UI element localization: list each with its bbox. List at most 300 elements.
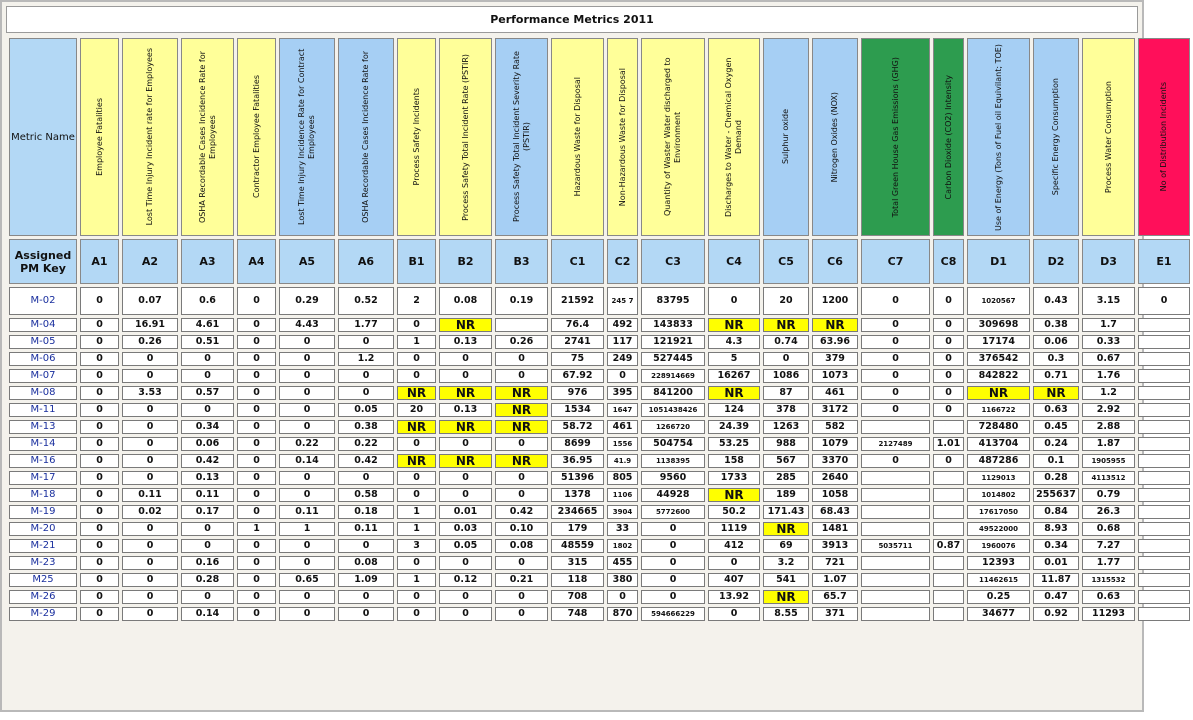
metric-value-cell: 0 [397, 607, 436, 621]
table-row [9, 573, 1190, 587]
metric-value-cell: 0 [495, 352, 548, 366]
metric-value-cell [1138, 369, 1190, 383]
pm-key-cell[interactable]: M-17 [9, 471, 77, 485]
pm-key-cell[interactable]: M-02 [9, 287, 77, 315]
column-header-a6 [338, 38, 394, 236]
metric-value-cell: 285 [763, 471, 809, 485]
table-row [9, 607, 1190, 621]
metric-value-cell: NR [495, 386, 548, 400]
pm-key-cell[interactable]: M-19 [9, 505, 77, 519]
metric-value-cell: 0.11 [338, 522, 394, 536]
metric-value-cell: 3.53 [122, 386, 178, 400]
metric-value-cell: 1138395 [641, 454, 705, 468]
metric-value-cell: 0 [237, 505, 276, 519]
column-key-d2: D2 [1033, 239, 1079, 284]
metric-value-cell: 0 [397, 437, 436, 451]
metric-value-cell: 0 [397, 556, 436, 570]
metric-value-cell: 0 [122, 420, 178, 434]
metric-value-cell: 0 [861, 403, 930, 417]
metric-value-cell: 0 [237, 403, 276, 417]
column-header-label: Lost Time Injury Incidence Rate for Contract Employees [297, 48, 316, 226]
metric-value-cell: 0 [181, 352, 234, 366]
metric-value-cell: 0 [607, 369, 638, 383]
metric-value-cell: 567 [763, 454, 809, 468]
metric-value-cell: 0 [279, 539, 335, 553]
metric-value-cell: 0.28 [181, 573, 234, 587]
metric-value-cell: 189 [763, 488, 809, 502]
metric-value-cell: 0 [861, 352, 930, 366]
assigned-pm-key-header [9, 239, 77, 284]
metric-value-cell: 0.11 [181, 488, 234, 502]
metric-value-cell: 805 [607, 471, 638, 485]
column-key-d3: D3 [1082, 239, 1135, 284]
metric-value-cell: 249 [607, 352, 638, 366]
metric-value-cell: 33 [607, 522, 638, 536]
metric-value-cell: 67.92 [551, 369, 604, 383]
metric-name-header [9, 38, 77, 236]
metric-value-cell: 0.67 [1082, 352, 1135, 366]
metric-value-cell: 0.19 [495, 287, 548, 315]
metric-value-cell: 65.7 [812, 590, 858, 604]
metric-value-cell: 5 [708, 352, 760, 366]
metric-value-cell: 0.05 [338, 403, 394, 417]
metric-value-cell: 63.96 [812, 335, 858, 349]
metric-value-cell: 3913 [812, 539, 858, 553]
metric-value-cell: 0 [439, 437, 492, 451]
metric-value-cell [933, 420, 964, 434]
metric-value-cell: 3904 [607, 505, 638, 519]
table-row [9, 318, 1190, 332]
pm-key-cell[interactable]: M-21 [9, 539, 77, 553]
metric-value-cell: 0 [279, 369, 335, 383]
metric-value-cell [1138, 403, 1190, 417]
metric-value-cell [1138, 420, 1190, 434]
metric-value-cell: 0 [122, 590, 178, 604]
metric-value-cell: 20 [763, 287, 809, 315]
metric-value-cell [933, 590, 964, 604]
pm-key-cell[interactable]: M-23 [9, 556, 77, 570]
metric-value-cell: 0.79 [1082, 488, 1135, 502]
pm-key-cell[interactable]: M-04 [9, 318, 77, 332]
metric-value-cell: 0.38 [1033, 318, 1079, 332]
metric-value-cell: 1 [237, 522, 276, 536]
column-header-label: OSHA Recordable Cases Incidence Rate for [361, 51, 370, 223]
metric-value-cell: 9560 [641, 471, 705, 485]
metric-value-cell: 0 [122, 573, 178, 587]
metric-value-cell: 461 [812, 386, 858, 400]
metric-value-cell: 0 [237, 454, 276, 468]
metric-value-cell: 0 [495, 369, 548, 383]
pm-key-cell[interactable]: M-29 [9, 607, 77, 621]
column-header-a5 [279, 38, 335, 236]
metric-value-cell: 0.02 [122, 505, 178, 519]
metric-value-cell: 0 [122, 403, 178, 417]
metric-value-cell: 0.84 [1033, 505, 1079, 519]
pm-key-cell[interactable]: M-06 [9, 352, 77, 366]
table-row [9, 488, 1190, 502]
column-header-c5 [763, 38, 809, 236]
metric-value-cell [1138, 454, 1190, 468]
metric-value-cell: 0 [122, 539, 178, 553]
metric-value-cell: 0 [237, 369, 276, 383]
metric-value-cell: 1556 [607, 437, 638, 451]
metric-value-cell: 0 [279, 335, 335, 349]
metric-value-cell: 1.2 [1082, 386, 1135, 400]
metric-value-cell: 0 [181, 522, 234, 536]
metric-value-cell: 158 [708, 454, 760, 468]
metric-value-cell: 0 [279, 352, 335, 366]
metric-value-cell: 0 [495, 471, 548, 485]
pm-key-cell[interactable]: M-07 [9, 369, 77, 383]
metric-value-cell: 1119 [708, 522, 760, 536]
metric-value-cell: 0 [861, 454, 930, 468]
column-header-c3 [641, 38, 705, 236]
metric-value-cell [933, 573, 964, 587]
metric-value-cell: 11462615 [967, 573, 1030, 587]
metric-value-cell: 7.27 [1082, 539, 1135, 553]
metric-value-cell: 0.16 [181, 556, 234, 570]
metric-value-cell: 1647 [607, 403, 638, 417]
metric-value-cell: 2640 [812, 471, 858, 485]
column-header-label: Process Water Consumption [1103, 80, 1113, 194]
metric-value-cell: 117 [607, 335, 638, 349]
column-header-label: Process Safety Total Incident Rate (PSTIR) [460, 53, 470, 221]
metric-value-cell [1138, 607, 1190, 621]
metric-value-cell: 0 [80, 471, 119, 485]
metric-value-cell: 0 [641, 556, 705, 570]
metric-value-cell: 0 [439, 590, 492, 604]
metric-value-cell: 0 [641, 590, 705, 604]
metric-value-cell: 1079 [812, 437, 858, 451]
metric-value-cell [1138, 471, 1190, 485]
metric-value-cell: 412 [708, 539, 760, 553]
column-header-label: Quantity of Waster Water discharged to Environment [663, 57, 682, 217]
column-header-label: OSHA Recordable Cases Incidence Rate for Employees [197, 51, 217, 223]
metric-value-cell: 16267 [708, 369, 760, 383]
metric-value-cell: 1106 [607, 488, 638, 502]
metric-value-cell: 1.77 [338, 318, 394, 332]
metric-value-cell: 0 [933, 369, 964, 383]
metric-value-cell: NR [495, 454, 548, 468]
metric-value-cell: NR [495, 403, 548, 417]
column-key-c6: C6 [812, 239, 858, 284]
metric-value-cell: 21592 [551, 287, 604, 315]
metric-value-cell: 0.51 [181, 335, 234, 349]
column-header-label: Sulphur oxide [781, 109, 790, 165]
metric-value-cell: 0.47 [1033, 590, 1079, 604]
table-row [9, 522, 1190, 536]
metric-value-cell: 0 [763, 352, 809, 366]
metric-value-cell: 0 [237, 386, 276, 400]
metric-value-cell: 1166722 [967, 403, 1030, 417]
column-header-row [9, 38, 1190, 236]
table-row [9, 590, 1190, 604]
metric-value-cell: 68.43 [812, 505, 858, 519]
metric-value-cell: 455 [607, 556, 638, 570]
metric-value-cell: 0 [338, 386, 394, 400]
pm-key-cell[interactable]: M-18 [9, 488, 77, 502]
metric-value-cell [1138, 505, 1190, 519]
metric-value-cell: NR [397, 386, 436, 400]
metric-value-cell [861, 607, 930, 621]
metric-value-cell: 976 [551, 386, 604, 400]
metric-value-cell: 2741 [551, 335, 604, 349]
metric-value-cell: 1378 [551, 488, 604, 502]
table-row [9, 539, 1190, 553]
metric-value-cell: 44928 [641, 488, 705, 502]
metric-value-cell: 0.92 [1033, 607, 1079, 621]
metric-value-cell: 0.07 [122, 287, 178, 315]
metric-value-cell: 8699 [551, 437, 604, 451]
metric-value-cell: 0 [338, 335, 394, 349]
metric-value-cell: 0.26 [122, 335, 178, 349]
metric-value-cell: 2.92 [1082, 403, 1135, 417]
metric-value-cell: 0.10 [495, 522, 548, 536]
pm-key-cell[interactable]: M-16 [9, 454, 77, 468]
column-header-label: Non-Hazardous Waste for Disposal [617, 67, 627, 207]
metric-value-cell: 0 [397, 369, 436, 383]
metric-value-cell: 3.2 [763, 556, 809, 570]
metric-value-cell: 0.29 [279, 287, 335, 315]
metric-value-cell: 0.3 [1033, 352, 1079, 366]
metric-value-cell: 0 [708, 556, 760, 570]
metric-value-cell: 4.61 [181, 318, 234, 332]
table-row [9, 437, 1190, 451]
metric-value-cell: 0 [80, 287, 119, 315]
metric-value-cell: 0 [237, 287, 276, 315]
metric-value-cell: 245 7 [607, 287, 638, 315]
metric-value-cell: 0.34 [181, 420, 234, 434]
column-key-a3: A3 [181, 239, 234, 284]
column-header-label: Contractor Employee Fatalities [251, 75, 261, 199]
metric-value-cell: 0 [80, 454, 119, 468]
column-header-label: Discharges to Water - Chemical Oxygen Demand [724, 57, 743, 217]
metric-value-cell: 8.93 [1033, 522, 1079, 536]
metric-value-cell: 1086 [763, 369, 809, 383]
metric-value-cell: 721 [812, 556, 858, 570]
metric-value-cell: 0 [181, 403, 234, 417]
column-header-c4 [708, 38, 760, 236]
column-key-c7: C7 [861, 239, 930, 284]
metric-value-cell: NR [812, 318, 858, 332]
metric-value-cell: 1 [397, 335, 436, 349]
metric-value-cell: 594666229 [641, 607, 705, 621]
metric-value-cell: 0.08 [439, 287, 492, 315]
metric-value-cell: 3 [397, 539, 436, 553]
metric-value-cell: 461 [607, 420, 638, 434]
metric-value-cell: 407 [708, 573, 760, 587]
metric-value-cell: 0 [122, 607, 178, 621]
metric-value-cell: NR [397, 420, 436, 434]
metric-value-cell: 0 [122, 352, 178, 366]
metric-value-cell: NR [439, 454, 492, 468]
metric-value-cell: 378 [763, 403, 809, 417]
metric-value-cell: 0 [338, 590, 394, 604]
pm-key-cell[interactable]: M-13 [9, 420, 77, 434]
metric-value-cell: 0 [495, 590, 548, 604]
pm-key-cell[interactable]: M-11 [9, 403, 77, 417]
metric-value-cell: 0 [181, 369, 234, 383]
metric-value-cell: 1263 [763, 420, 809, 434]
metric-value-cell: 0 [708, 287, 760, 315]
metric-value-cell: 0 [861, 369, 930, 383]
metric-value-cell [933, 522, 964, 536]
column-header-a2 [122, 38, 178, 236]
pm-key-cell[interactable]: M-20 [9, 522, 77, 536]
metric-value-cell: 1020567 [967, 287, 1030, 315]
column-key-a5: A5 [279, 239, 335, 284]
pm-key-cell[interactable]: M-08 [9, 386, 77, 400]
metric-value-cell: 0 [439, 369, 492, 383]
metric-value-cell: 0 [181, 590, 234, 604]
metric-value-cell: 0 [933, 318, 964, 332]
column-header-label: Nitrogen Oxides (NOX) [830, 91, 839, 183]
metric-value-cell: 1.07 [812, 573, 858, 587]
metric-value-cell: 0.1 [1033, 454, 1079, 468]
metric-value-cell: 492 [607, 318, 638, 332]
metric-value-cell: 1014802 [967, 488, 1030, 502]
metrics-table [6, 35, 1193, 624]
metric-value-cell: 20 [397, 403, 436, 417]
metric-value-cell: 0 [338, 607, 394, 621]
table-row [9, 352, 1190, 366]
column-header-label: Total Green House Gas Emissions (GHG) [890, 56, 900, 218]
metric-value-cell: 379 [812, 352, 858, 366]
metric-value-cell: 0 [80, 556, 119, 570]
table-row [9, 287, 1190, 315]
metric-value-cell: 1802 [607, 539, 638, 553]
table-row [9, 471, 1190, 485]
metric-value-cell: 0 [495, 556, 548, 570]
metric-value-cell: 0 [237, 318, 276, 332]
metric-value-cell: 0.43 [1033, 287, 1079, 315]
metric-value-cell: 0 [495, 607, 548, 621]
metric-value-cell: 0.11 [122, 488, 178, 502]
metric-value-cell: 4.3 [708, 335, 760, 349]
table-row [9, 335, 1190, 349]
metric-value-cell: 0 [80, 607, 119, 621]
metric-value-cell: 1 [397, 573, 436, 587]
metric-value-cell: 0 [933, 287, 964, 315]
metric-value-cell [1138, 386, 1190, 400]
metric-value-cell: 1.09 [338, 573, 394, 587]
metric-value-cell: 0 [80, 437, 119, 451]
metric-value-cell [933, 505, 964, 519]
metric-value-cell: 0.71 [1033, 369, 1079, 383]
metric-value-cell: 0 [495, 437, 548, 451]
metric-value-cell: NR [708, 386, 760, 400]
pm-key-cell[interactable]: M25 [9, 573, 77, 587]
column-key-c4: C4 [708, 239, 760, 284]
metric-value-cell: 0.24 [1033, 437, 1079, 451]
metric-value-cell: 0.13 [181, 471, 234, 485]
column-key-a2: A2 [122, 239, 178, 284]
metric-value-cell [861, 505, 930, 519]
metric-value-cell: 0.05 [439, 539, 492, 553]
metric-value-cell: 0.74 [763, 335, 809, 349]
metric-value-cell: 0 [122, 522, 178, 536]
pm-key-cell[interactable]: M-26 [9, 590, 77, 604]
metric-value-cell: 4.43 [279, 318, 335, 332]
pm-key-cell[interactable]: M-05 [9, 335, 77, 349]
column-key-a4: A4 [237, 239, 276, 284]
metric-value-cell [1138, 590, 1190, 604]
metric-value-cell: 0 [279, 556, 335, 570]
metric-value-cell: 0 [237, 556, 276, 570]
metric-value-cell: 0 [279, 420, 335, 434]
metric-value-cell: 0.08 [338, 556, 394, 570]
metric-value-cell: 0.08 [495, 539, 548, 553]
metric-value-cell [1138, 335, 1190, 349]
metric-value-cell: 0 [80, 590, 119, 604]
metric-value-cell: 0.26 [495, 335, 548, 349]
metric-value-cell: 228914669 [641, 369, 705, 383]
metric-value-cell: 0 [237, 488, 276, 502]
metric-value-cell: 0 [933, 352, 964, 366]
metric-value-cell [861, 471, 930, 485]
metric-value-cell: NR [439, 318, 492, 332]
metric-value-cell: 179 [551, 522, 604, 536]
metric-value-cell: 0 [439, 471, 492, 485]
column-header-b2 [439, 38, 492, 236]
metric-value-cell: 0.87 [933, 539, 964, 553]
column-header-label: Process Safety Total Incident Severity Rate (PSTIR) [511, 51, 531, 223]
metric-value-cell: 0 [80, 539, 119, 553]
metric-value-cell: 0 [122, 556, 178, 570]
table-row [9, 386, 1190, 400]
metric-value-cell: 0 [122, 454, 178, 468]
column-key-a6: A6 [338, 239, 394, 284]
metric-value-cell: 0 [397, 352, 436, 366]
table-row [9, 369, 1190, 383]
metric-value-cell: 0.42 [495, 505, 548, 519]
metric-value-cell [933, 556, 964, 570]
metric-value-cell: 0 [80, 522, 119, 536]
column-header-label: Lost Time Injury Incident rate for Employees [145, 48, 154, 226]
metric-value-cell: 4113512 [1082, 471, 1135, 485]
metric-value-cell: 0 [80, 318, 119, 332]
metric-value-cell: 121921 [641, 335, 705, 349]
metric-value-cell: 0 [237, 335, 276, 349]
metric-value-cell: 13.92 [708, 590, 760, 604]
column-header-c1 [551, 38, 604, 236]
metric-value-cell: 49522000 [967, 522, 1030, 536]
metric-value-cell: 842822 [967, 369, 1030, 383]
metric-value-cell: 0 [933, 454, 964, 468]
metric-value-cell: 0 [641, 522, 705, 536]
column-header-c8 [933, 38, 964, 236]
metric-value-cell: 0 [338, 471, 394, 485]
metric-value-cell: 8.55 [763, 607, 809, 621]
metric-value-cell: 124 [708, 403, 760, 417]
pm-key-cell[interactable]: M-14 [9, 437, 77, 451]
metric-value-cell: 0 [237, 420, 276, 434]
metric-value-cell: NR [1033, 386, 1079, 400]
metric-value-cell: 118 [551, 573, 604, 587]
metric-value-cell: 0.63 [1033, 403, 1079, 417]
metric-value-cell: 0 [397, 318, 436, 332]
metric-value-cell: 0 [641, 573, 705, 587]
metric-value-cell: 2127489 [861, 437, 930, 451]
metric-value-cell: 0 [439, 607, 492, 621]
metric-value-cell: 0 [237, 573, 276, 587]
metric-value-cell: 0 [237, 471, 276, 485]
metric-value-cell: 988 [763, 437, 809, 451]
metric-value-cell [1138, 437, 1190, 451]
metric-value-cell: 0 [80, 505, 119, 519]
metric-value-cell [1138, 318, 1190, 332]
column-header-b3 [495, 38, 548, 236]
